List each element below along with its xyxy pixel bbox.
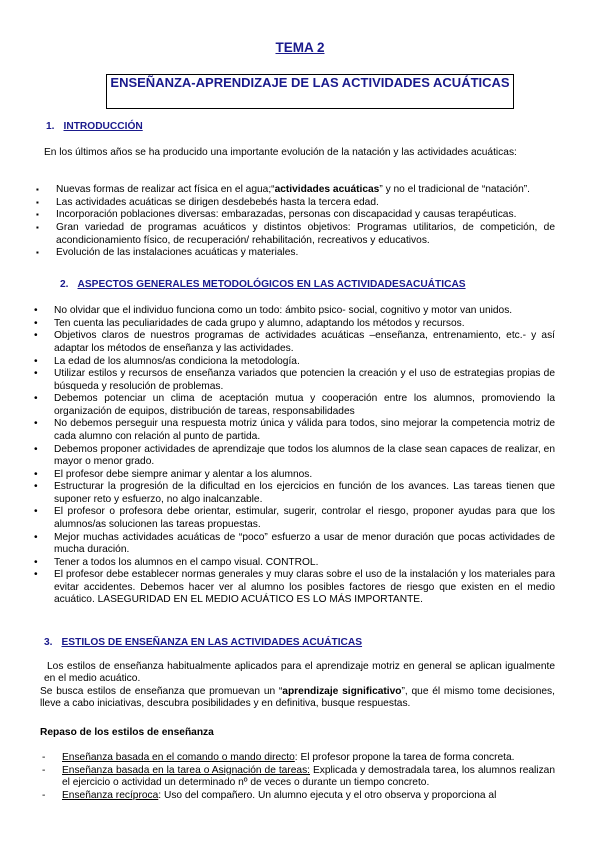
item-text: Estructurar la progresión de la dificultad en los ejercicios en función de los avances. Las tareas tienen que suponer reto y esfuerzo, no algo inalcanzable. xyxy=(54,481,555,505)
bullet-icon: • xyxy=(34,531,38,543)
item-text: El profesor o profesora debe orientar, estimular, sugerir, controlar el riesgo, proponer ayudas para que los alumnos/as solucionen las tareas propuestas. xyxy=(54,506,555,530)
list-item xyxy=(34,330,555,355)
item-text: Nuevas formas de realizar act física en el agua;“ xyxy=(56,184,275,195)
list-item xyxy=(34,393,555,418)
bullet-icon: • xyxy=(34,556,38,568)
estilos-list xyxy=(42,752,555,803)
square-bullet-icon: ▪ xyxy=(36,223,39,233)
item-text: Evolución de las instalaciones acuáticas y materiales. xyxy=(56,247,299,259)
section-number: 3. xyxy=(44,637,53,648)
item-text: No debemos perseguir una respuesta motriz única y válida para todos, sino mejorar la competencia motriz de cada alumno con relación al punto de partida. xyxy=(54,418,555,442)
section-heading-introduccion xyxy=(46,121,143,133)
document-title: ENSEÑANZA-APRENDIZAJE DE LAS ACTIVIDADES ACUÁTICAS xyxy=(106,74,514,109)
list-item xyxy=(36,197,555,209)
list-item xyxy=(34,356,555,368)
item-text: Incorporación poblaciones diversas: embarazadas, personas con discapacidad y causas terapéuticas. xyxy=(56,209,517,221)
section-number: 2. xyxy=(60,279,69,290)
bullet-icon: • xyxy=(34,569,38,581)
bullet-icon: • xyxy=(34,305,38,316)
item-text-end: ” y no el tradicional de “natación”. xyxy=(379,184,530,195)
item-text: El profesor debe establecer normas generales y muy claras sobre el uso de la instalación y los materiales para evitar accidentes. Debemos hacer ver al alumno los posibles factores de riesgo que existen en el medio acuático. LASEGURIDAD EN EL MEDIO ACUÁTICO ES LO MÁS IMPORTANTE. xyxy=(54,569,555,606)
list-item xyxy=(36,184,555,196)
style-term: Enseñanza basada en la tarea o Asignación de tareas: xyxy=(62,764,310,776)
list-item xyxy=(34,469,555,481)
square-bullet-icon: ▪ xyxy=(36,248,39,258)
list-item xyxy=(34,305,555,317)
section-number: 1. xyxy=(46,121,55,132)
bullet-icon: • xyxy=(34,393,38,405)
item-text: Objetivos claros de nuestros programas de actividades acuáticas –enseñanza, entrenamiento, etc.- y así adaptar los métodos de enseñanza y las actividades. xyxy=(54,330,555,354)
list-item xyxy=(34,444,555,469)
aspectos-list xyxy=(34,305,555,607)
dash-bullet-icon: - xyxy=(42,764,46,776)
bullet-icon: • xyxy=(34,330,38,342)
bullet-icon: • xyxy=(34,443,38,455)
bullet-icon: • xyxy=(34,368,38,380)
section-title: INTRODUCCIÓN xyxy=(63,121,143,132)
item-text: No olvidar que el individuo funciona como un todo: ámbito psico- social, cognitivo y motor van unidos. xyxy=(54,305,513,316)
section-title: ASPECTOS GENERALES METODOLÓGICOS EN LAS ACTIVIDADESACUÁTICAS xyxy=(77,279,466,290)
list-item xyxy=(34,418,555,443)
item-text: El profesor debe siempre animar y alentar a los alumnos. xyxy=(54,468,313,480)
item-text: Las actividades acuáticas se dirigen desdebebés hasta la tercera edad. xyxy=(56,196,379,208)
square-bullet-icon: ▪ xyxy=(36,210,39,220)
intro-list xyxy=(36,184,555,260)
item-text: Ten cuenta las peculiaridades de cada grupo y alumno, adaptando los métodos y recursos. xyxy=(54,317,465,329)
style-description: El profesor propone la tarea de forma concreta. xyxy=(297,752,515,763)
item-text: Utilizar estilos y recursos de enseñanza variados que potencien la creación y el uso de estrategias propias de búsqueda y resolución de problemas. xyxy=(54,368,555,392)
square-bullet-icon: ▪ xyxy=(36,185,39,194)
square-bullet-icon: ▪ xyxy=(36,197,39,207)
section-heading-aspectos xyxy=(60,279,466,291)
list-item xyxy=(34,481,555,506)
style-term-sep: : xyxy=(294,752,298,763)
bullet-icon: • xyxy=(34,481,38,493)
style-term: Enseñanza recíproca xyxy=(62,789,159,801)
item-bold-text: actividades acuáticas xyxy=(274,184,380,195)
section-heading-estilos xyxy=(44,637,362,649)
dash-bullet-icon: - xyxy=(42,789,46,801)
list-item xyxy=(42,790,555,802)
item-text: Debemos potenciar un clima de aceptación mutua y cooperación entre los alumnos, promoviendo la organización de equipos, distribución de tareas, responsabilidades xyxy=(54,393,555,417)
item-text: La edad de los alumnos/as condiciona la metodología. xyxy=(54,355,300,367)
style-description: Explicada y demostradala tarea, los alumnos realizan el ejercicio o actividad un determinado nº de veces o durante un tiempo concreto. xyxy=(62,764,555,789)
dash-bullet-icon: - xyxy=(42,752,46,763)
list-item xyxy=(34,506,555,531)
item-text: Debemos proponer actividades de aprendizaje que todos los alumnos de la clase sean capaces de realizar, en mayor o menor grado. xyxy=(54,443,555,467)
list-item xyxy=(36,247,555,259)
item-text: Tener a todos los alumnos en el campo visual. CONTROL. xyxy=(54,556,319,568)
item-text: Gran variedad de programas acuáticos y distintos objetivos: Programas utilitarios, de competición, de acondicionamiento físico, de recuperación/ rehabilitación, recreativos y educativos. xyxy=(56,222,555,246)
estilos-paragraph-1: Los estilos de enseñanza habitualmente aplicados para el aprendizaje motriz en general se aplican igualmente en el medio acuático. xyxy=(44,661,555,685)
style-description: Uso del compañero. Un alumno ejecuta y el otro observa y proporciona al xyxy=(161,789,497,801)
bullet-icon: • xyxy=(34,468,38,480)
bullet-icon: • xyxy=(34,506,38,518)
list-item xyxy=(34,557,555,569)
list-item xyxy=(42,765,555,790)
repaso-heading: Repaso de los estilos de enseñanza xyxy=(40,727,214,738)
list-item xyxy=(34,569,555,606)
list-item xyxy=(36,209,555,221)
list-item xyxy=(42,752,555,764)
bullet-icon: • xyxy=(34,317,38,329)
style-term: Enseñanza basada en el comando o mando directo xyxy=(62,752,295,763)
list-item xyxy=(34,532,555,557)
bullet-icon: • xyxy=(34,418,38,430)
list-item xyxy=(34,368,555,393)
style-term-sep: : xyxy=(158,789,162,801)
bullet-icon: • xyxy=(34,355,38,367)
estilos-paragraph-2 xyxy=(40,686,555,711)
list-item xyxy=(34,318,555,330)
section-title: ESTILOS DE ENSEÑANZA EN LAS ACTIVIDADES ACUÁTICAS xyxy=(61,637,363,648)
estilos-p2-text: Se busca estilos de enseñanza que promuevan un “ xyxy=(40,686,283,697)
item-text: Mejor muchas actividades acuáticas de “poco” esfuerzo a usar de menor duración que pocas actividades de mucha duración. xyxy=(54,531,555,555)
list-item xyxy=(36,222,555,247)
document-tema: TEMA 2 xyxy=(275,40,325,55)
estilos-p2-text-end: ”, que él mismo tome decisiones, lleve a cabo iniciativas, descubra posibilidades y en definitiva, busque respuestas. xyxy=(40,686,555,710)
intro-paragraph: En los últimos años se ha producido una importante evolución de la natación y las actividades acuáticas: xyxy=(44,147,517,158)
estilos-p2-bold: aprendizaje significativo xyxy=(282,686,402,697)
